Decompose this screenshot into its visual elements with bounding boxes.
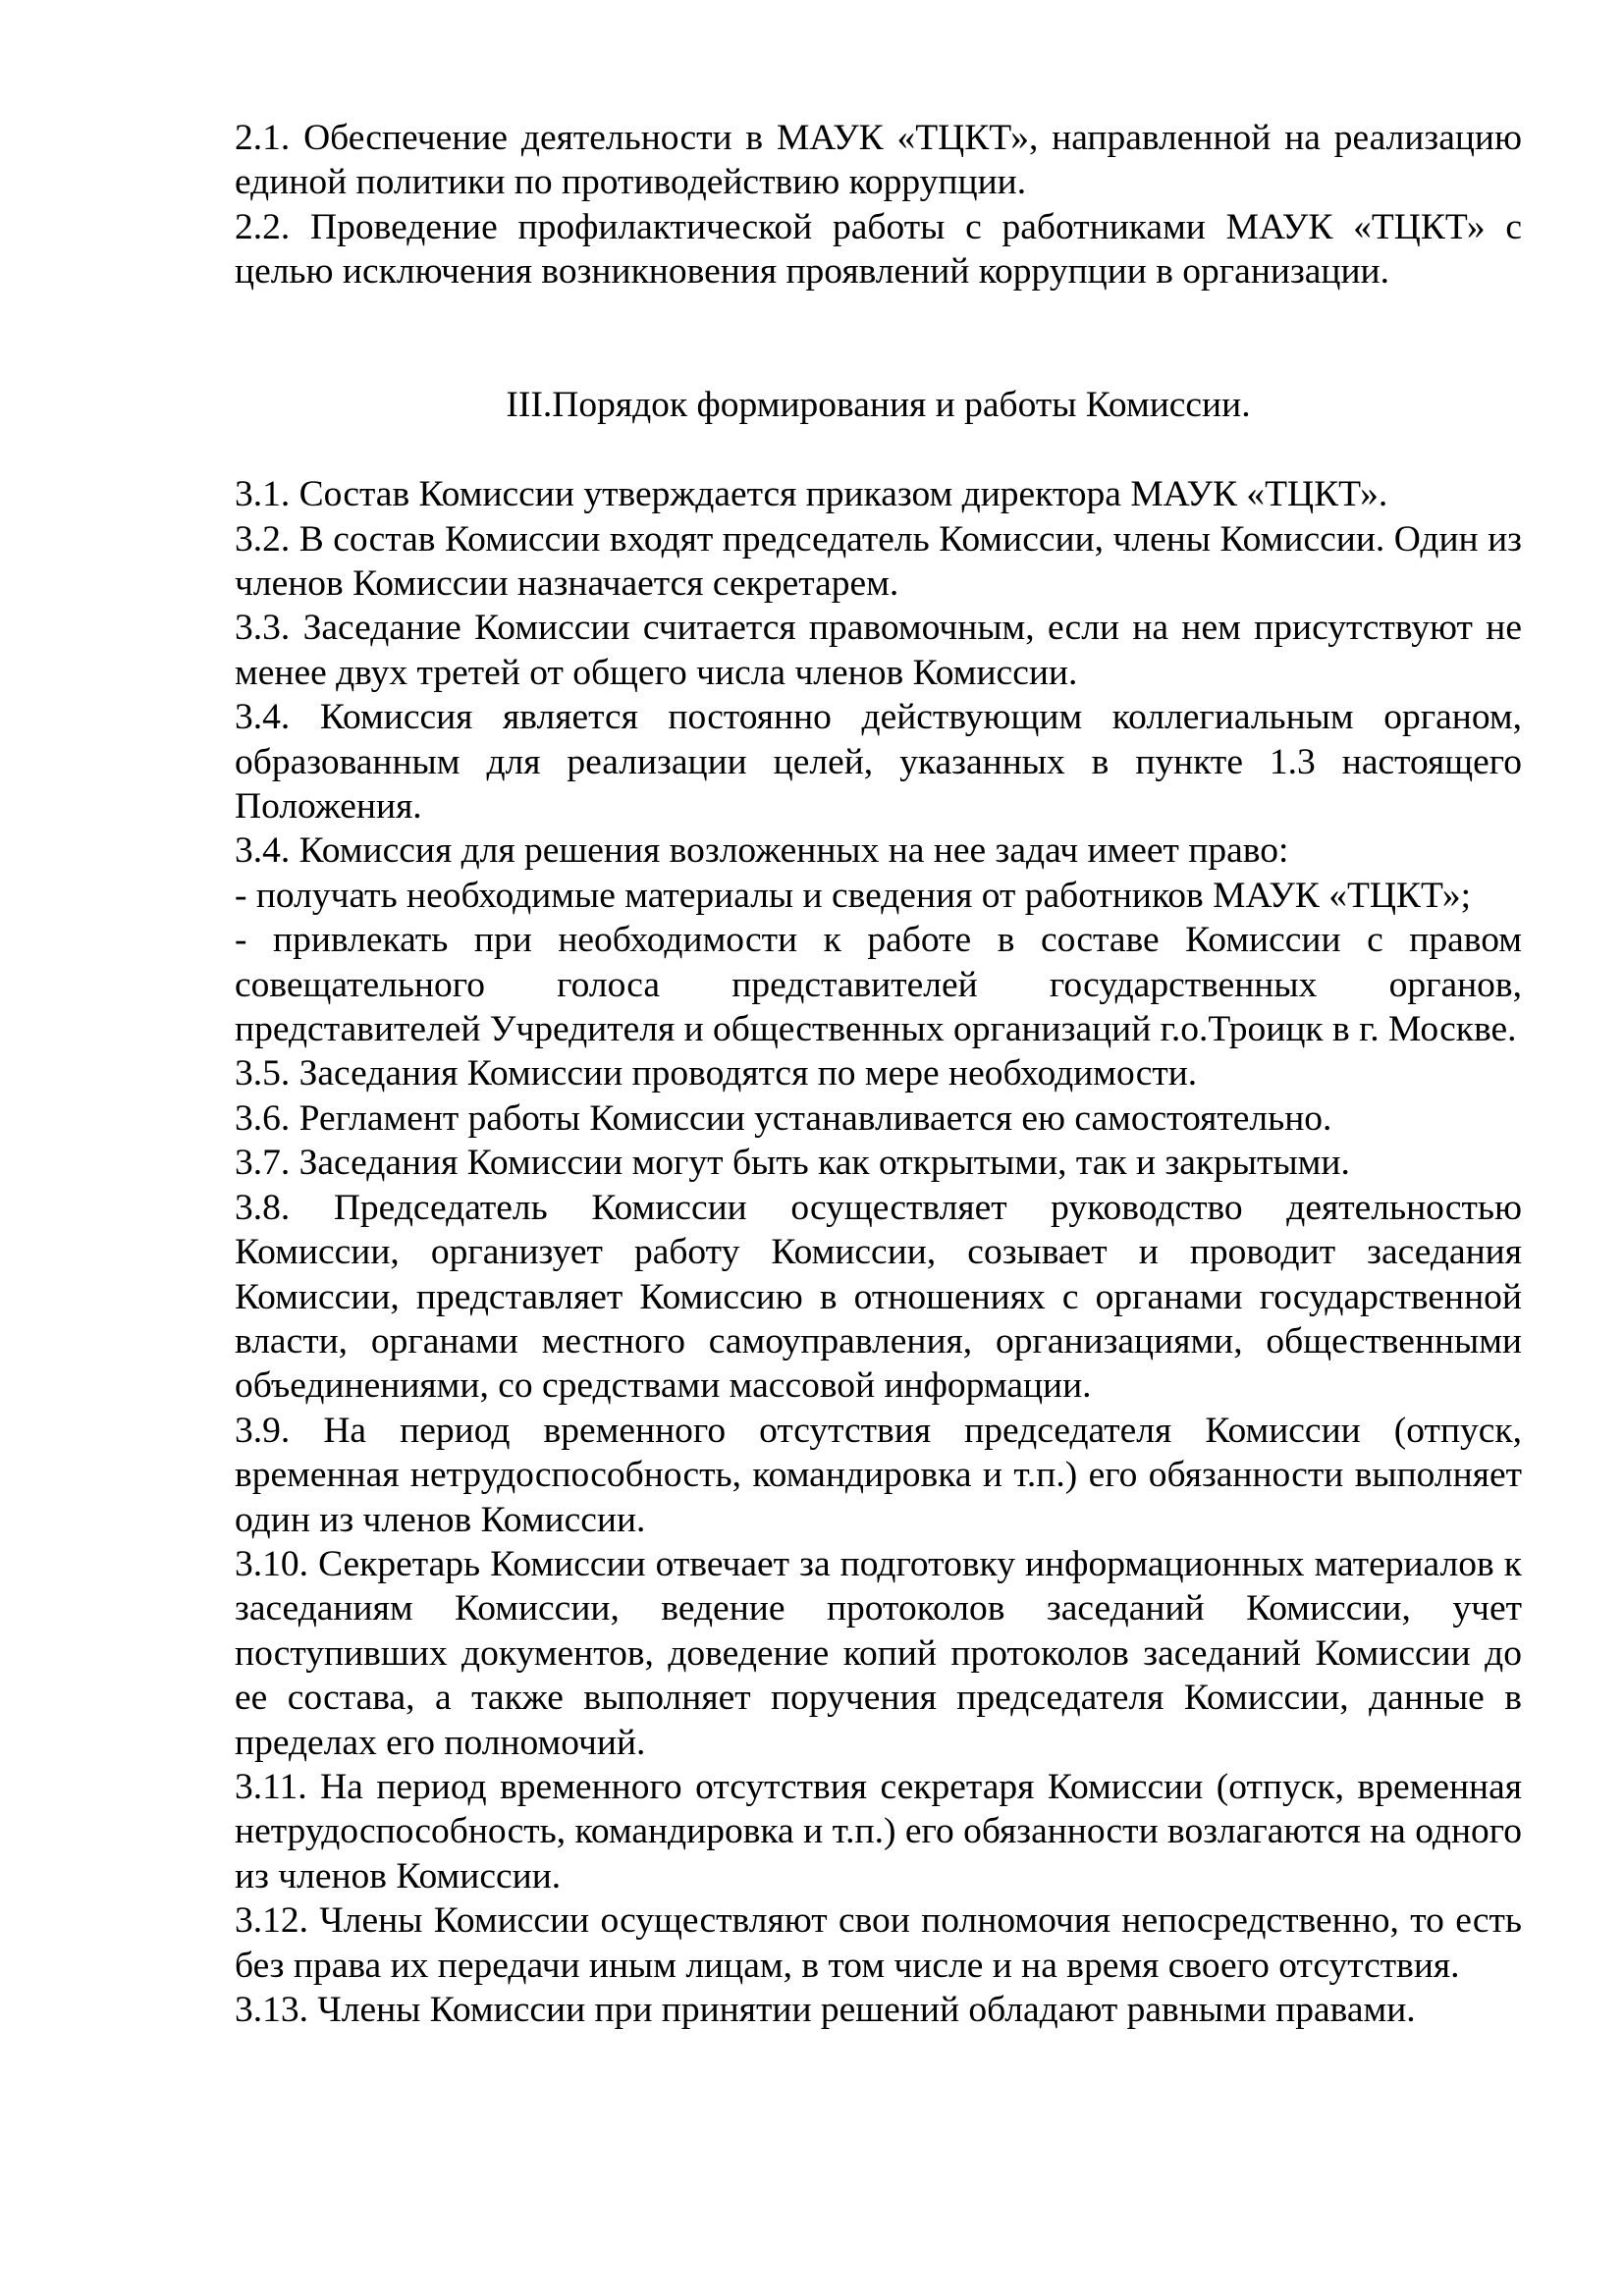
paragraph-3-12: 3.12. Члены Комиссии осуществляют свои полномочия непосредственно, то есть без права их передачи иным лицам, в том числе и на время своего отсутствия. — [235, 1900, 1522, 1986]
paragraph-3-7: 3.7. Заседания Комиссии могут быть как открытыми, так и закрытыми. — [235, 1143, 1350, 1184]
paragraph-2-1: 2.1. Обеспечение деятельности в МАУК «ТЦКТ», направленной на реализацию единой политики по противодействию коррупции. — [235, 118, 1522, 203]
document-page — [235, 116, 1522, 2032]
paragraph-3-3: 3.3. Заседание Комиссии считается правомочным, если на нем присутствуют не менее двух третей от общего числа членов Комиссии. — [235, 608, 1522, 693]
section-heading-3: III.Порядок формирования и работы Комиссии. — [506, 385, 1251, 426]
paragraph-3-4b: 3.4. Комиссия для решения возложенных на нее задач имеет право: — [235, 830, 1289, 872]
paragraph-3-11: 3.11. На период временного отсутствия секретаря Комиссии (отпуск, временная нетрудоспособность, командировка и т.п.) его обязанности возлагаются на одного из членов Комиссии. — [235, 1766, 1522, 1896]
paragraph-3-8: 3.8. Председатель Комиссии осуществляет руководство деятельностью Комиссии, организует работу Комиссии, созывает и проводит заседания Комиссии, представляет Комиссию в отношениях с органами государственной власти, органами местного самоуправления, организациями, общественными объединениями, со средствами массовой информации. — [235, 1187, 1522, 1407]
list-item-receive-materials: - получать необходимые материалы и сведения от работников МАУК «ТЦКТ»; — [235, 875, 1472, 916]
spacer — [235, 339, 1522, 383]
spacer — [235, 294, 1522, 339]
paragraph-3-4a: 3.4. Комиссия является постоянно действующим коллегиальным органом, образованным для реализации целей, указанных в пункте 1.3 настоящего Положения. — [235, 697, 1522, 828]
spacer — [235, 428, 1522, 472]
paragraph-3-9: 3.9. На период временного отсутствия председателя Комиссии (отпуск, временная нетрудоспособность, командировка и т.п.) его обязанности выполняет один из членов Комиссии. — [235, 1410, 1522, 1540]
paragraph-2-2: 2.2. Проведение профилактической работы с работниками МАУК «ТЦКТ» с целью исключения возникновения проявлений коррупции в организации. — [235, 206, 1522, 293]
paragraph-3-5: 3.5. Заседания Комиссии проводятся по мере необходимости. — [235, 1053, 1198, 1095]
paragraph-3-13: 3.13. Члены Комиссии при принятии решений обладают равными правами. — [235, 1990, 1416, 2031]
paragraph-3-2: 3.2. В состав Комиссии входят председатель Комиссии, члены Комиссии. Один из членов Комиссии назначается секретарем. — [235, 518, 1522, 605]
list-item-involve-representatives: - привлекать при необходимости к работе в составе Комиссии с правом совещательного голоса представителей государственных органов, представителей Учредителя и общественных организаций г.о.Троицк в г. Москве. — [235, 920, 1522, 1050]
paragraph-3-6: 3.6. Регламент работы Комиссии устанавливается ею самостоятельно. — [235, 1097, 1332, 1139]
paragraph-3-1: 3.1. Состав Комиссии утверждается приказом директора МАУК «ТЦКТ». — [235, 474, 1388, 515]
paragraph-3-10: 3.10. Секретарь Комиссии отвечает за подготовку информационных материалов к заседаниям Комиссии, ведение протоколов заседаний Комиссии, учет поступивших документов, доведение копий протоколов заседаний Комиссии до ее состава, а также выполняет поручения председателя Комиссии, данные в пределах его полномочий. — [235, 1543, 1522, 1763]
